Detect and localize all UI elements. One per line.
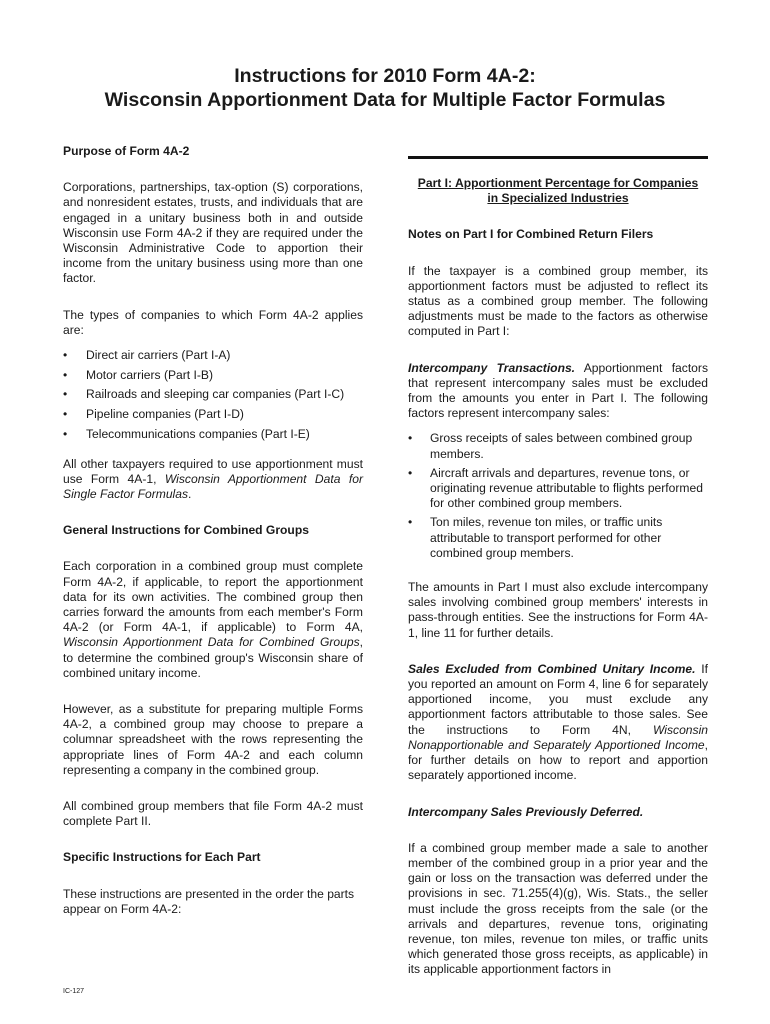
- list-item: • Direct air carriers (Part I-A): [63, 348, 363, 363]
- list-item: • Gross receipts of sales between combined group members.: [408, 431, 708, 461]
- intercompany-paragraph: Intercompany Transactions. Apportionment factors that represent intercompany sales must be excluded from the amounts you enter in Part I. The following factors represent intercompany sales:: [408, 360, 708, 421]
- list-item: • Railroads and sleeping car companies (Part I-C): [63, 387, 363, 402]
- purpose-heading: Purpose of Form 4A-2: [63, 144, 190, 158]
- specific-instructions-heading: Specific Instructions for Each Part: [63, 850, 261, 865]
- excluded-sales-paragraph: Sales Excluded from Combined Unitary Income. If you reported an amount on Form 4, line 6 for separately apportioned income, you must exclude any apportionment factors attributable to those sales. See the instructions to Form 4N, Wisconsin Nonapportionable and Separately Apportioned Income, for further details on how to report and apportion separately apportioned income.: [408, 661, 708, 783]
- general-paragraph-3: All combined group members that file Form 4A-2 must complete Part II.: [63, 799, 363, 829]
- purpose-paragraph: Corporations, partnerships, tax-option (S) corporations, and nonresident estates, trusts, and individuals that are engaged in a unitary business both in and outside Wisconsin use Form 4A-2 if they are required under the Wisconsin Administrative Code to apportion their income from the unitary business using more than one factor.: [63, 180, 363, 286]
- notes-paragraph: If the taxpayer is a combined group member, its apportionment factors must be adjusted to reflect its status as a combined group member. The following adjustments must be made to the factors as otherwise computed in Part I:: [408, 263, 708, 339]
- general-instructions-heading: General Instructions for Combined Groups: [63, 523, 309, 538]
- company-types-list: [63, 348, 363, 442]
- general-paragraph-1: Each corporation in a combined group must complete Form 4A-2, if applicable, to report the apportionment data for its own activities. The combined group then carries forward the amounts from each member's Form 4A-2 (or Form 4A-1, if applicable) to Form 4A, Wisconsin Apportionment Data for Combined Groups, to determine the combined group's Wisconsin share of combined unitary income.: [63, 559, 363, 680]
- right-column: [408, 156, 708, 978]
- amounts-paragraph: The amounts in Part I must also exclude intercompany sales involving combined group members' interests in pass-through entities. See the instructions for Form 4A-1, line 11 for further details.: [408, 580, 708, 640]
- other-taxpayers-paragraph: All other taxpayers required to use apportionment must use Form 4A-1, Wisconsin Apportionment Data for Single Factor Formulas.: [63, 456, 363, 501]
- intercompany-sales-list: [408, 431, 708, 561]
- title-line-2: Wisconsin Apportionment Data for Multiple Factor Formulas: [104, 89, 666, 111]
- specific-paragraph: These instructions are presented in the order the parts appear on Form 4A-2:: [63, 886, 355, 916]
- form-code: IC-127: [63, 988, 85, 995]
- general-paragraph-2: However, as a substitute for preparing multiple Forms 4A-2, a combined group may choose to prepare a columnar spreadsheet with the rows representing the appropriate lines of Form 4A-2 and each column representing a company in the combined group.: [63, 701, 363, 777]
- deferred-heading: Intercompany Sales Previously Deferred.: [408, 804, 644, 819]
- left-column: [63, 144, 363, 917]
- page-title: [0, 64, 770, 112]
- list-item: • Telecommunications companies (Part I-E): [63, 427, 363, 442]
- types-intro: The types of companies to which Form 4A-2 applies are:: [63, 307, 363, 337]
- list-item: • Ton miles, revenue ton miles, or traffic units attributable to transport performed for other combined group members.: [408, 515, 708, 561]
- deferred-paragraph: If a combined group member made a sale to another member of the combined group in a prior year and the gain or loss on the transaction was deferred under the provisions in sec. 71.255(4)(g), Wis. Stats., the seller must include the gross receipts from the sale (or the arrivals and departures, revenue tons, originating revenue, ton miles, revenue ton miles, or traffic units which generated those gross receipts, as applicable) in its applicable apportionment factors in: [408, 840, 708, 977]
- list-item: • Motor carriers (Part I-B): [63, 368, 363, 383]
- list-item: • Aircraft arrivals and departures, revenue tons, or originating revenue attributable to flights performed for other combined group members.: [408, 466, 708, 512]
- notes-heading: Notes on Part I for Combined Return Filers: [408, 227, 654, 242]
- divider: [408, 156, 708, 159]
- title-line-1: Instructions for 2010 Form 4A-2:: [234, 65, 536, 87]
- list-item: • Pipeline companies (Part I-D): [63, 407, 363, 422]
- part-1-title: Part I: Apportionment Percentage for Companies in Specialized Industries: [417, 176, 699, 206]
